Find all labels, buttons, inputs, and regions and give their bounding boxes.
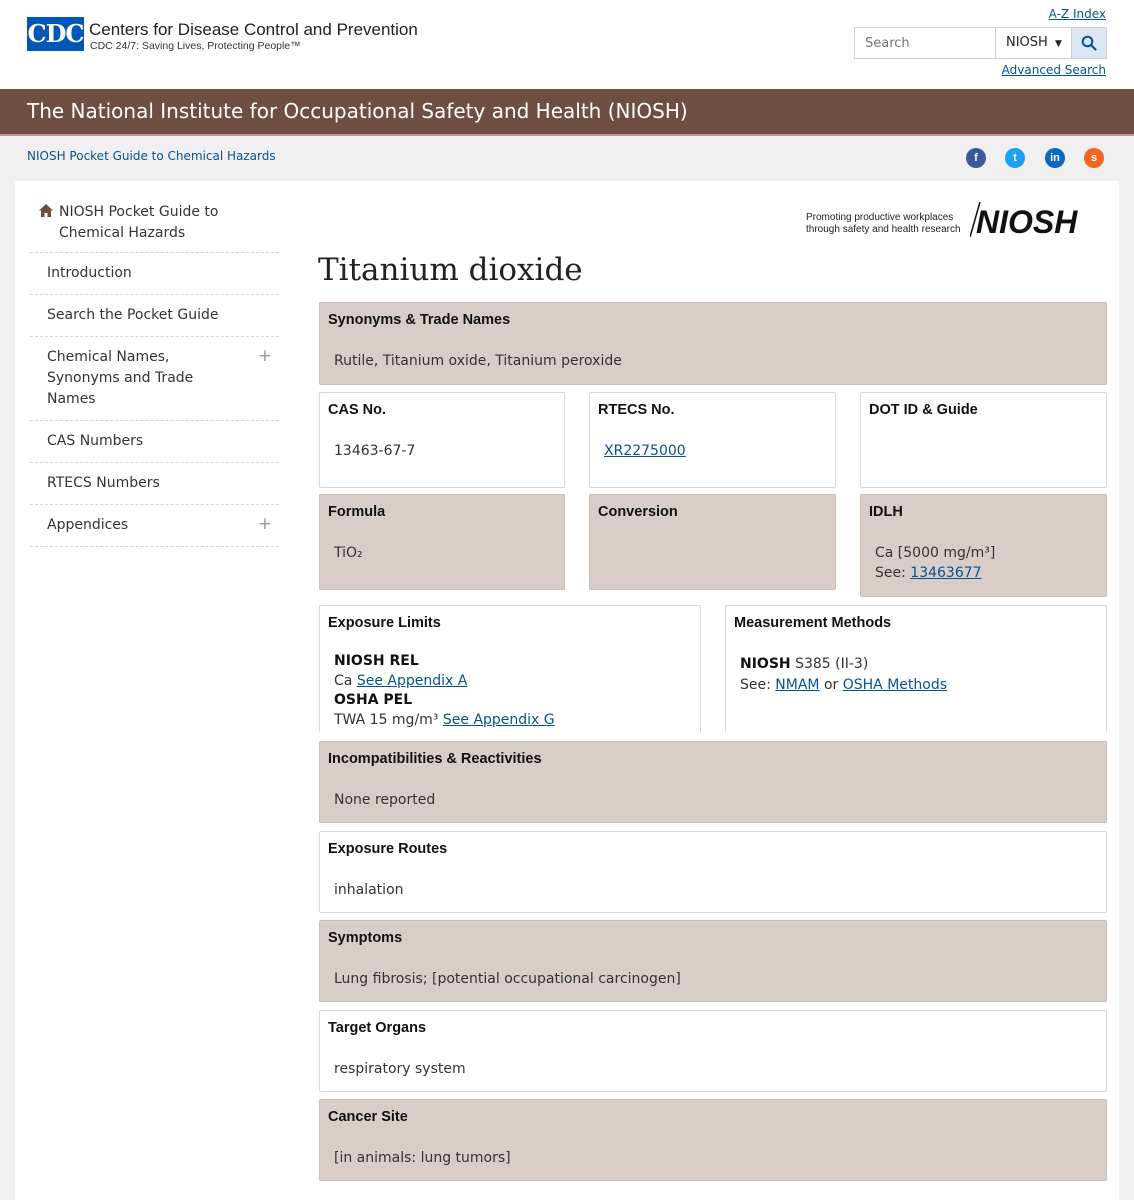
linkedin-icon[interactable]: in — [1045, 148, 1065, 168]
card-heading: Exposure Routes — [328, 841, 448, 857]
cas-card — [319, 392, 565, 488]
measurement-methods-card — [725, 605, 1107, 733]
card-heading: Cancer Site — [328, 1109, 408, 1125]
niosh-wordmark: NIOSH — [976, 204, 1078, 240]
card-heading: Formula — [328, 504, 386, 520]
formula-card — [319, 494, 565, 590]
caret-down-icon: ▼ — [1054, 39, 1062, 49]
incompatibilities-card — [319, 741, 1107, 823]
sidebar-item-home[interactable] — [30, 196, 279, 253]
sidebar-home-label: NIOSH Pocket Guide to Chemical Hazards — [59, 204, 219, 241]
idlh-see-label: See: — [875, 565, 906, 581]
sidebar-item-chemical-names[interactable] — [30, 337, 279, 421]
expand-plus-icon[interactable]: + — [257, 346, 272, 366]
sidebar-item-cas-numbers[interactable] — [30, 421, 279, 463]
idlh-link[interactable]: 13463677 — [910, 565, 982, 581]
sidebar-item-search[interactable] — [30, 295, 279, 337]
niosh-promo-text — [806, 212, 961, 236]
card-heading: RTECS No. — [598, 402, 675, 418]
card-heading: Target Organs — [328, 1020, 427, 1036]
measurement-see: See: — [740, 677, 771, 693]
rtecs-card — [589, 392, 836, 488]
pel-label: OSHA PEL — [334, 692, 413, 708]
search-scope-dropdown[interactable] — [995, 28, 1071, 58]
target-organs-value: respiratory system — [334, 1061, 466, 1077]
synonyms-card — [319, 302, 1107, 385]
osha-methods-link[interactable]: OSHA Methods — [842, 677, 948, 693]
sidebar-item-label: Search the Pocket Guide — [47, 307, 219, 323]
cancer-site-value: [in animals: lung tumors] — [334, 1150, 511, 1166]
breadcrumb[interactable]: NIOSH Pocket Guide to Chemical Hazards — [27, 149, 276, 163]
sidebar-item-appendices[interactable] — [30, 505, 279, 547]
target-organs-card — [319, 1010, 1107, 1092]
incompatibilities-value: None reported — [334, 792, 436, 808]
sidebar-item-label: RTECS Numbers — [47, 475, 160, 491]
sidebar-item-label: Chemical Names, Synonyms and Trade Names — [47, 349, 194, 407]
measurement-or: or — [823, 677, 839, 693]
promo-line-1: Promoting productive workplaces — [806, 212, 954, 223]
expand-plus-icon[interactable]: + — [257, 514, 272, 534]
exposure-routes-card — [319, 831, 1107, 913]
cas-value: 13463-67-7 — [334, 443, 416, 459]
rtecs-link[interactable]: XR2275000 — [604, 443, 686, 459]
card-heading: Synonyms & Trade Names — [328, 312, 511, 328]
pel-value: TWA 15 mg/m³ — [334, 711, 439, 728]
twitter-icon[interactable]: t — [1005, 148, 1025, 168]
advanced-search-link[interactable]: Advanced Search — [1001, 63, 1106, 77]
nmam-link[interactable]: NMAM — [775, 677, 820, 693]
card-heading: Incompatibilities & Reactivities — [328, 751, 542, 767]
site-header — [0, 0, 1134, 89]
banner-title[interactable]: The National Institute for Occupational Safety and Health (NIOSH) — [27, 99, 688, 123]
cdc-logo[interactable]: CDC — [27, 17, 84, 51]
rel-ca: Ca — [334, 672, 353, 689]
dot-card — [860, 392, 1107, 488]
synonyms-value: Rutile, Titanium oxide, Titanium peroxide — [334, 353, 622, 369]
search-form — [854, 27, 1107, 59]
sidebar-item-introduction[interactable] — [30, 253, 279, 295]
sidebar-nav — [30, 196, 279, 547]
card-heading: Conversion — [598, 504, 678, 520]
card-heading: Measurement Methods — [734, 615, 892, 631]
search-icon — [1081, 35, 1097, 51]
appendix-a-link[interactable]: See Appendix A — [356, 672, 468, 689]
sidebar-item-rtecs-numbers[interactable] — [30, 463, 279, 505]
sidebar-item-label: Introduction — [47, 265, 132, 281]
promo-line-2: through safety and health research — [806, 224, 961, 235]
conversion-card — [589, 494, 836, 590]
org-name: Centers for Disease Control and Prevention — [89, 20, 418, 39]
symptoms-value: Lung fibrosis; [potential occupational carcinogen] — [334, 971, 681, 987]
idlh-card — [860, 494, 1107, 597]
card-heading: Exposure Limits — [328, 615, 441, 631]
appendix-g-link[interactable]: See Appendix G — [442, 711, 555, 728]
niosh-logo — [970, 201, 1105, 241]
exposure-limits-card — [319, 605, 701, 733]
card-heading: CAS No. — [328, 402, 386, 418]
search-button[interactable] — [1071, 28, 1106, 58]
az-index-link[interactable]: A-Z Index — [1048, 7, 1106, 21]
idlh-value: Ca [5000 mg/m³] — [875, 545, 996, 561]
site-banner — [0, 89, 1134, 136]
cancer-site-card — [319, 1099, 1107, 1181]
card-heading: DOT ID & Guide — [869, 402, 978, 418]
card-heading: IDLH — [869, 504, 903, 520]
org-tagline: CDC 24/7: Saving Lives, Protecting People™ — [90, 40, 301, 52]
search-input[interactable] — [855, 28, 995, 58]
facebook-icon[interactable]: f — [966, 148, 986, 168]
syndicate-icon[interactable]: s — [1084, 148, 1104, 168]
card-heading: Symptoms — [328, 930, 403, 946]
sidebar-item-label: Appendices — [47, 517, 129, 533]
formula-value: TiO₂ — [334, 545, 363, 561]
symptoms-card — [319, 920, 1107, 1002]
rel-label: NIOSH REL — [334, 653, 419, 669]
home-icon — [39, 204, 53, 217]
breadcrumb-bar — [0, 138, 1134, 181]
measurement-niosh: NIOSH — [740, 656, 791, 672]
sidebar-item-label: CAS Numbers — [47, 433, 144, 449]
measurement-method: S385 (II-3) — [795, 656, 869, 672]
page-title: Titanium dioxide — [318, 252, 583, 288]
search-scope-label: NIOSH — [1006, 35, 1048, 50]
exposure-routes-value: inhalation — [334, 882, 404, 898]
